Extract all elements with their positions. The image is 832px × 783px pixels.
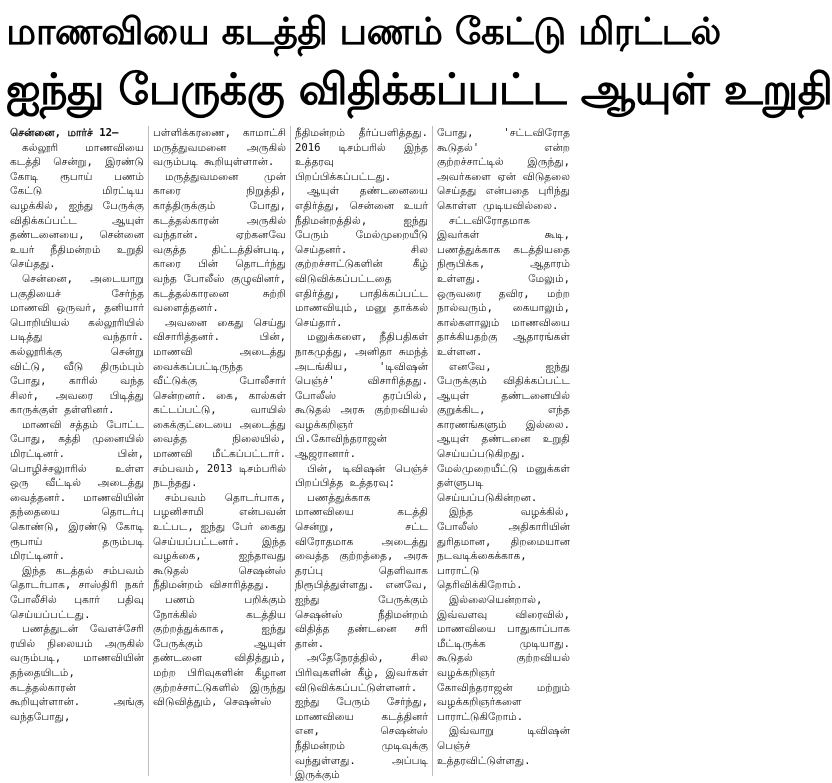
paragraph: ஆயுள் தண்டனையை எதிர்த்து, சென்னை உயர் நீதிமன்றத்தில், ஐந்து பேரும் மேல்முறையீடு செய்தனர். சில குற்றச்சாட்டுகளின் கீழ் விடுவிக்கப்பட்டதை எதிர்த்து, பாதிக்கப்பட்ட மாணவியும், மனு தாக்கல் செய்தார். [295,185,428,329]
paragraph: போது, 'சட்டவிரோத கூடுதல்' என்ற குற்றச்சாட்டில் இருந்து, அவர்களை ஏன் விடுதலை செய்தது என்பதை புரிந்து கொள்ள முடியவில்லை. [437,127,570,212]
paragraph: இல்லையென்றால், இவ்வளவு விரைவில், மாணவியை பாதுகாப்பாக மீட்டிருக்க முடியாது. கூடுதல் குற்றவியல் வழக்கறிஞர் கோவிந்தராஜன் மற்றும் வழக்கறிஞர்களை பாராட்டுகிறோம். [437,594,570,723]
paragraph: சம்பவம் தொடர்பாக, பழனிசாமி என்பவன் உட்பட, ஐந்து பேர் கைது செய்யப்பட்டனர். இந்த வழக்கை, ஐந்தாவது கூடுதல் செஷன்ஸ் நீதிமன்றம் விசாரித்தது. [153,491,286,592]
article-column-1 [6,126,148,776]
headline-line-2: ஐந்து பேருக்கு விதிக்கப்பட்ட ஆயுள் உறுதி [6,65,832,115]
paragraph: மாணவி சத்தம் போட்ட போது, கத்தி முனையில் மிரட்டினர். பின், பொழிச்சலுாரில் உள்ள ஒரு வீட்டில் அடைத்து வைத்தனர். மாணவியின் தந்தையை தொடர்பு கொண்டு, இரண்டு கோடி ரூபாய் தரும்படி மிரட்டினர். [10,418,144,563]
paragraph: சட்டவிரோதமாக இவர்கள் கூடி, பணத்துக்காக கடத்தியதை நிரூபிக்க, ஆதாரம் உள்ளது. மேலும், ஒருவரை தவிர, மற்ற நால்வரும், கையாலும், கால்களாலும் மாணவியை தாக்கியதற்கு ஆதாரங்கள் உள்ளன. [437,214,570,358]
article-body [6,126,721,782]
headline-line-1: மாணவியை கடத்தி பணம் கேட்டு மிரட்டல் [6,10,721,53]
paragraph: பின், டிவிஷன் பெஞ்ச் பிறப்பித்த உத்தரவு: [295,462,428,490]
paragraph: இவ்வாறு டிவிஷன் பெஞ்ச் உத்தரவிட்டுள்ளது. [437,725,570,767]
paragraph: இந்த வழக்கில், போலீஸ் அதிகாரியின் துரிதமான, திறமையான நடவடிக்கைக்காக, பாராட்டு தெரிவிக்கிறோம். [437,506,570,592]
dateline: சென்னை, மார்ச் 12– [10,127,119,139]
article-column-2 [148,126,290,776]
paragraph: கல்லூரி மாணவியை கடத்தி சென்று, இரண்டு கோடி ரூபாய் பணம் கேட்டு மிரட்டிய வழக்கில், ஐந்து பேருக்கு விதிக்கப்பட்ட ஆயுள் தண்டனையை, சென்னை உயர் நீதிமன்றம் உறுதி செய்தது. [10,141,144,271]
paragraph: பணத்துடன் வேளச்சேரி ரயில் நிலையம் அருகில் வரும்படி, மாணவியின் தந்தையிடம், கடத்தல்காரன் கூறியுள்ளான். அங்கு வந்தபோது, [10,623,144,723]
paragraph: மனுக்களை, நீதிபதிகள் நாகமுத்து, அனிதா சுமந்த் அடங்கிய, 'டிவிஷன் பெஞ்ச்' விசாரித்தது. போலீஸ் தரப்பில், கூடுதல் அரசு குற்றவியல் வழக்கறிஞர் பி.கோவிந்தராஜன் ஆஜரானார். [295,331,428,461]
article-column-3 [290,126,432,782]
paragraph: இந்த கடத்தல் சம்பவம் தொடர்பாக, சாஸ்திரி நகர் போலீசில் புகார் பதிவு செய்யப்பட்டது. [10,564,144,621]
paragraph: பணம் பறிக்கும் நோக்கில் கடத்திய குற்றத்துக்காக, ஐந்து பேருக்கும் ஆயுள் தண்டனை விதித்தும், மற்ற பிரிவுகளின் கீழான குற்றச்சாட்டுகளில் இருந்து விடுவித்தும், செஷன்ஸ் [153,594,286,709]
paragraph: நீதிமன்றம் தீர்ப்பளித்தது. 2016 டிசம்பரில் இந்த உத்தரவு பிறப்பிக்கப்பட்டது. [295,127,428,183]
paragraph: எனவே, ஐந்து பேருக்கும் விதிக்கப்பட்ட ஆயுள் தண்டனையில் குறுக்கிட, எந்த காரணங்களும் இல்லை. ஆயுள் தண்டனை உறுதி செய்யப்படுகிறது. மேல்முறையீட்டு மனுக்கள் தள்ளுபடி செய்யப்படுகின்றன. [437,360,570,504]
paragraph: பள்ளிக்கரணை, காமாட்சி மருத்துவமனை அருகில் வரும்படி கூறியுள்ளான். [153,127,286,169]
paragraph: சென்னை, அடையாறு பகுதியைச் சேர்ந்த மாணவி ஒருவர், தனியார் பொறியியல் கல்லூரியில் படித்து வந்தார். கல்லூரிக்கு சென்று விட்டு, வீடு திரும்பும் போது, காரில் வந்த சிலர், அவரை பிடித்து காருக்குள் தள்ளினர். [10,272,144,417]
paragraph: அதேநேரத்தில், சில பிரிவுகளின் கீழ், இவர்கள் விடுவிக்கப்பட்டுள்ளனர். ஐந்து பேரும் சேர்ந்து, மாணவியை கடத்தினர் என, செஷன்ஸ் நீதிமன்றம் முடிவுக்கு வந்துள்ளது. அப்படி இருக்கும் [295,652,428,782]
paragraph: பணத்துக்காக மாணவியை கடத்தி சென்று, சட்ட விரோதமாக அடைத்து வைத்த குற்றத்தை, அரசு தரப்பு தெளிவாக நிரூபித்துள்ளது. எனவே, ஐந்து பேருக்கும் செஷன்ஸ் நீதிமன்றம் விதித்த தண்டனை சரி தான். [295,491,428,650]
paragraph: அவனை கைது செய்து விசாரித்தனர். பின், மாணவி அடைத்து வைக்கப்பட்டிருந்த வீட்டுக்கு போலீசார் சென்றனர். கை, கால்கள் கட்டப்பட்டு, வாயில் கைக்குட்டையை அடைத்து வைத்த நிலையில், மாணவி மீட்கப்பட்டார். சம்பவம், 2013 டிசம்பரில் நடந்தது. [153,316,286,490]
article-column-4 [432,126,574,776]
paragraph: மருத்துவமனை முன் காரை நிறுத்தி, காத்திருக்கும் போது, கடத்தல்காரன் அருகில் வந்தான். ஏற்கனவே வகுத்த திட்டத்தின்படி, காரை பின் தொடர்ந்து வந்த போலீஸ் குழுவினர், கடத்தல்காரனை சுற்றி வளைத்தனர். [153,170,286,315]
